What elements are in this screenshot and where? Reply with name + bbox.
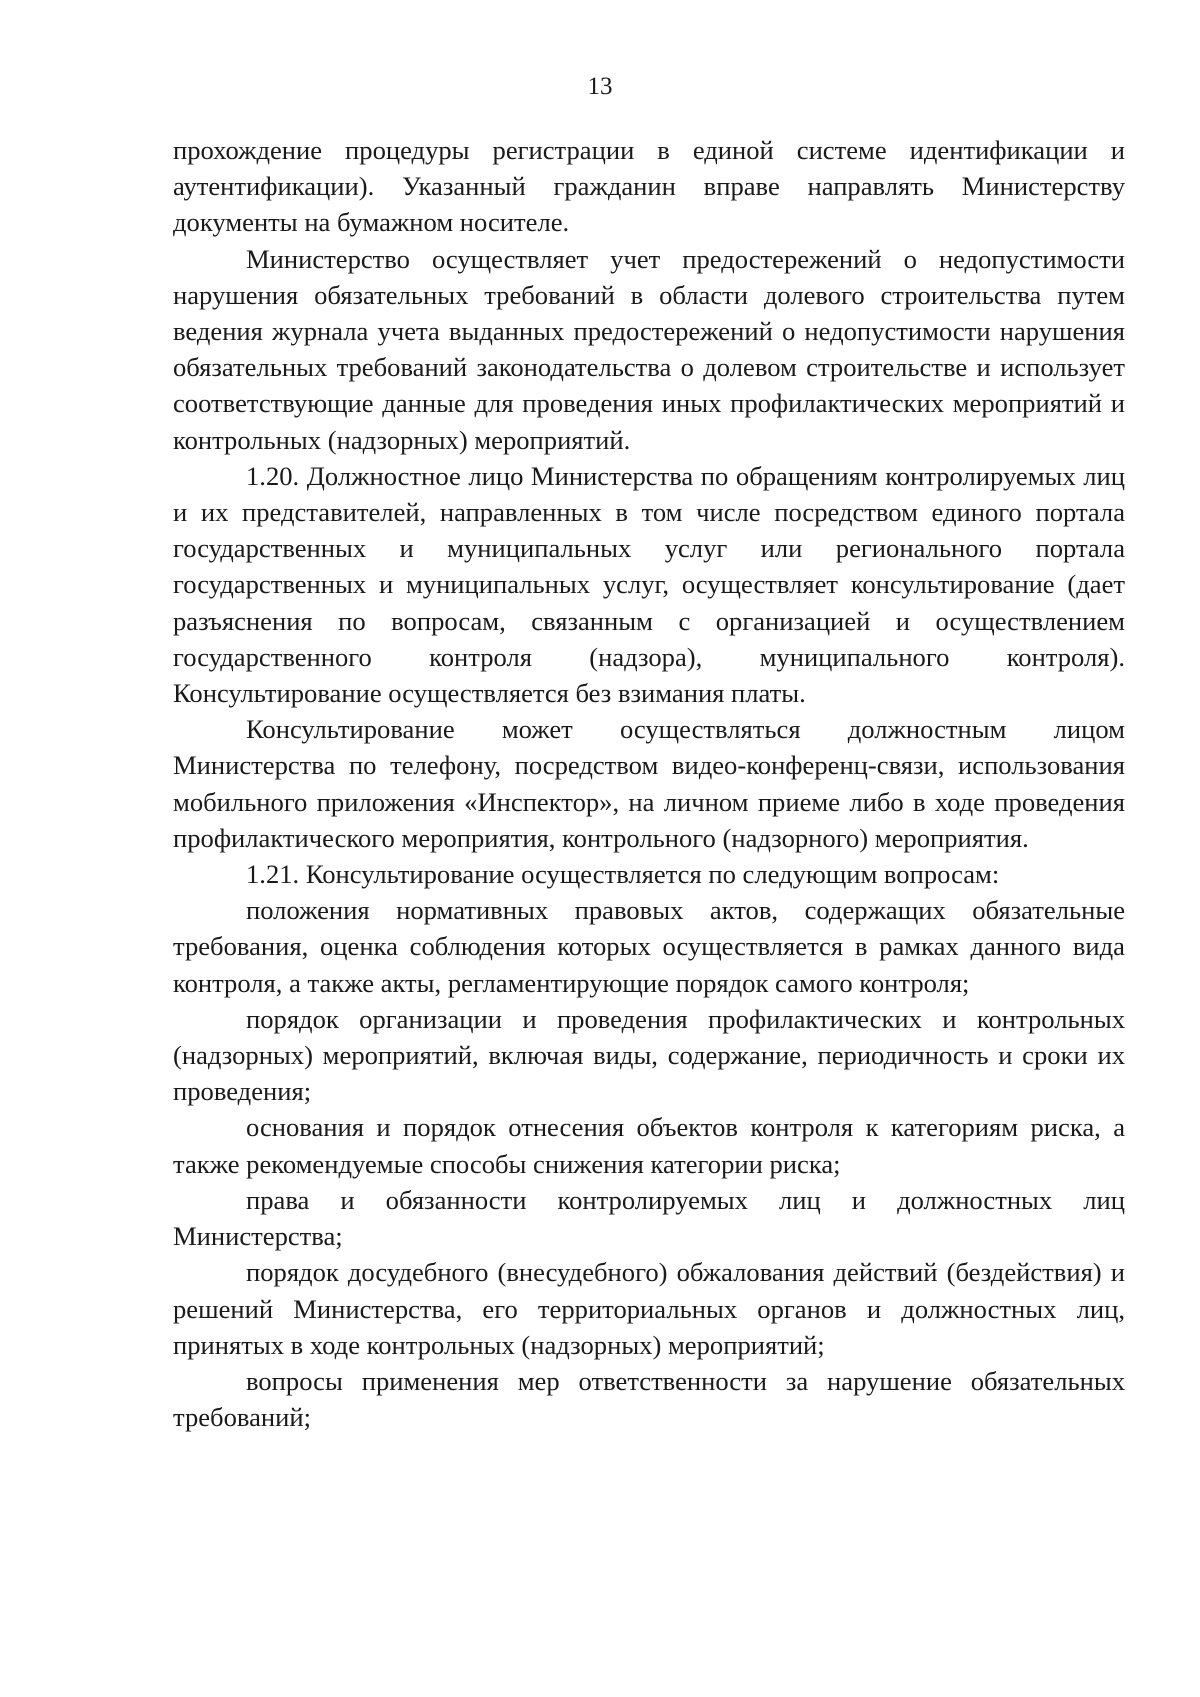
list-item-appeal-procedure: порядок досудебного (внесудебного) обжалования действий (бездействия) и решений Министерства, его территориальных органов и должностных лиц, принятых в ходе контрольных (надзорных) мероприятий; — [173, 1257, 1125, 1360]
document-body — [173, 132, 1125, 1435]
list-item-liability-measures: вопросы применения мер ответственности за нарушение обязательных требований; — [173, 1365, 1125, 1433]
list-item-measures-procedure: порядок организации и проведения профилактических и контрольных (надзорных) мероприятий, включая виды, содержание, периодичность и сроки их проведения; — [173, 1003, 1125, 1107]
paragraph-consulting-methods: Консультирование может осуществляться должностным лицом Министерства по телефону, посредством видео-конференц-связи, использования мобильного приложения «Инспектор», на личном приеме либо в ходе проведения профилактического мероприятия, контрольного (надзорного) мероприятия. — [173, 714, 1125, 853]
paragraph-1-21-consulting-topics: 1.21. Консультирование осуществляется по следующим вопросам: — [246, 859, 1000, 890]
list-item-risk-categories: основания и порядок отнесения объектов контроля к категориям риска, а также рекомендуемые способы снижения категории риска; — [173, 1112, 1125, 1179]
list-item-rights-obligations: права и обязанности контролируемых лиц и должностных лиц Министерства; — [173, 1184, 1125, 1252]
paragraph-warnings-accounting: Министерство осуществляет учет предостережений о недопустимости нарушения обязательных требований в области долевого строительства путем ведения журнала учета выданных предостережений о недопустимости нарушения обязательных требований законодательства о долевом строительстве и использует соответствующие данные для проведения иных профилактических мероприятий и контрольных (надзорных) мероприятий. — [173, 243, 1125, 455]
paragraph-1-20-consulting: 1.20. Должностное лицо Министерства по обращениям контролируемых лиц и их представителей, направленных в том числе посредством единого портала государственных и муниципальных услуг или регионального портала государственных и муниципальных услуг, осуществляет консультирование (дает разъяснения по вопросам, связанным с организацией и осуществлением государственного контроля (надзора), муниципального контроля). Консультирование осуществляется без взимания платы. — [173, 460, 1125, 709]
paragraph-registration-continued: прохождение процедуры регистрации в единой системе идентификации и аутентификации). Указанный гражданин вправе направлять Министерству документы на бумажном носителе. — [173, 135, 1125, 238]
list-item-legal-acts: положения нормативных правовых актов, содержащих обязательные требования, оценка соблюдения которых осуществляется в рамках данного вида контроля, а также акты, регламентирующие порядок самого контроля; — [173, 895, 1125, 998]
page-number: 13 — [587, 73, 613, 100]
